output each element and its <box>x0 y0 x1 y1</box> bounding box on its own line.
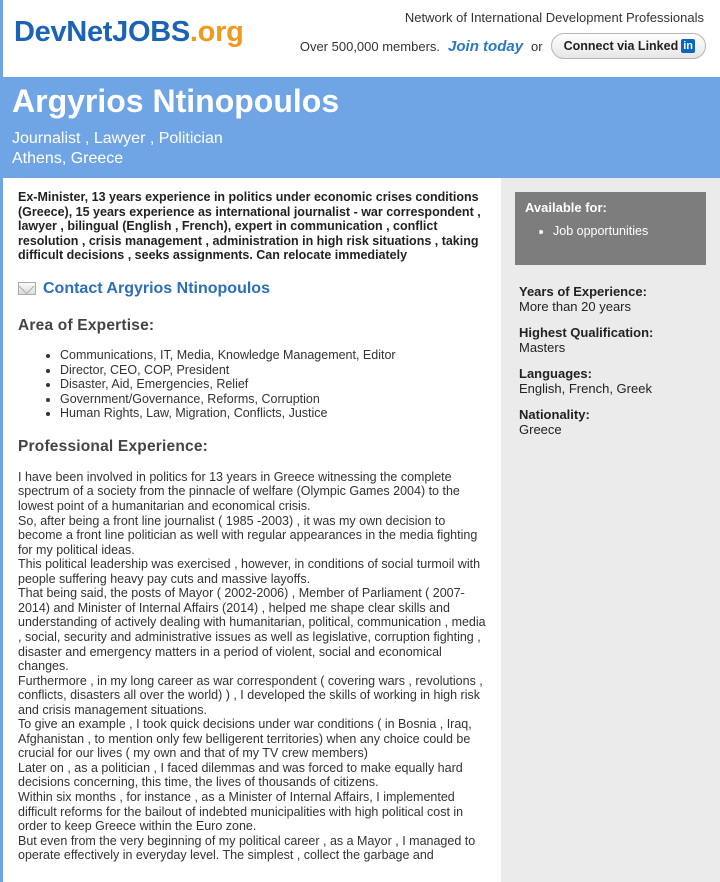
fact-years-experience <box>519 284 709 314</box>
profile-main-column <box>18 178 490 863</box>
profile-location: Athens, Greece <box>12 150 124 167</box>
list-item: • Job opportunities <box>553 224 648 238</box>
fact-value: Masters <box>519 340 566 355</box>
fact-value: More than 20 years <box>519 299 632 314</box>
expertise-heading: Area of Expertise: <box>18 316 155 334</box>
connect-linkedin-button[interactable] <box>551 33 706 59</box>
linkedin-icon: in <box>683 40 693 52</box>
connect-linkedin-label: Connect via Linked <box>563 39 679 53</box>
logo-part-jobs: JOBS <box>112 16 190 48</box>
list-item: • Human Rights, Law, Migration, Conflicts, Justice <box>60 406 490 421</box>
fact-value: Greece <box>519 422 562 437</box>
fact-highest-qualification <box>519 325 709 355</box>
experience-paragraph: That being said, the posts of Mayor ( 2002-2006) , Member of Parliament ( 2007-2014) and Minister of Internal Affairs (2014) , helped me shape clear skills and understanding of actively dealing with humanitarian, political, communication , media , social, security and administrative issues as well as legislative, corruption fighting , disaster and emergency matters in a period of violent, social and economical changes. <box>18 586 486 674</box>
experience-heading: Professional Experience: <box>18 437 209 455</box>
available-for-list <box>523 224 648 238</box>
experience-paragraph: I have been involved in politics for 13 years in Greece witnessing the complete spectrum of a society from the pinnacle of welfare (Olympic Games 2004) to the lowest point of a humanitarian and economical crisis. <box>18 469 460 514</box>
profile-summary: Ex-Minister, 13 years experience in politics under economic crises conditions (Greece), 15 years experience as international journalist - war correspondent , lawyer , bilingual (English , French), expert in communication , conflict resolution , crisis management , administration in high risk situations , taking difficult decisions , seeks assignments. Can relocate immediately <box>18 190 481 263</box>
expertise-list <box>18 348 490 421</box>
list-item: • Disaster, Aid, Emergencies, Relief <box>60 377 490 392</box>
experience-paragraph: So, after being a front line journalist ( 1985 -2003) , it was my own decision to become a front line politician as well with regular appearances in the media fighting for my political ideas. <box>18 513 478 557</box>
or-text: or <box>531 38 543 54</box>
fact-languages <box>519 366 709 396</box>
logo-part-org: .org <box>189 16 244 48</box>
experience-paragraph: This political leadership was exercised , however, in conditions of social turmoil with people suffering heavy pay cuts and massive layoffs. <box>18 557 481 586</box>
fact-label: Years of Experience: <box>519 284 647 299</box>
list-item: • Communications, IT, Media, Knowledge Management, Editor <box>60 348 490 363</box>
list-item: • Director, CEO, COP, President <box>60 363 490 378</box>
profile-name: Argyrios Ntinopoulos <box>12 83 340 119</box>
join-today-link[interactable]: Join today <box>448 37 524 55</box>
fact-nationality <box>519 407 709 437</box>
profile-facts <box>519 284 709 448</box>
contact-link[interactable]: Contact Argyrios Ntinopoulos <box>43 279 270 297</box>
profile-headline: Journalist , Lawyer , Politician <box>12 130 223 147</box>
experience-paragraph: Later on , as a politician , I faced dilemmas and was forced to make equally hard decisions concerning, this time, the lives of thousands of citizens. <box>18 760 463 790</box>
logo-part-devnet: DevNet <box>14 16 113 48</box>
experience-text <box>18 470 490 863</box>
list-item: • Government/Governance, Reforms, Corruption <box>60 392 490 407</box>
fact-label: Highest Qualification: <box>519 325 654 340</box>
contact-link-row[interactable] <box>18 279 490 299</box>
profile-sidebar <box>501 178 720 882</box>
fact-value: English, French, Greek <box>519 381 652 396</box>
envelope-icon <box>18 282 36 295</box>
available-for-box <box>515 192 706 265</box>
network-tagline: Network of International Development Professionals <box>404 10 704 25</box>
membership-row <box>300 33 706 59</box>
fact-label: Languages: <box>519 366 592 381</box>
devnetjobs-logo[interactable] <box>14 16 244 49</box>
experience-paragraph: Within six months , for instance , as a Minister of Internal Affairs, I implemented difficult reforms for the bailout of indebted municipalities with high political cost in order to keep Greece within the Euro zone. <box>18 789 464 834</box>
members-count-text: Over 500,000 members. <box>299 38 441 54</box>
fact-label: Nationality: <box>519 407 590 422</box>
experience-paragraph: But even from the very beginning of my political career , as a Mayor , I managed to operate effectively in everyday level. The simplest , collect the garbage and <box>18 833 476 863</box>
available-for-title: Available for: <box>525 200 607 215</box>
experience-paragraph: To give an example , I took quick decisions under war conditions ( in Bosnia , Iraq, Afghanistan , to mention only few belligerent territories) when any choice could be crucial for our lives ( my own and that of my TV crew members) <box>18 717 472 761</box>
experience-paragraph: Furthermore , in my long career as war correspondent ( covering wars , revolutions , conflicts, disasters all over the world) ) , I developed the skills of working in high risk and crisis management situations. <box>18 673 483 717</box>
profile-banner <box>0 77 720 178</box>
site-header <box>0 0 720 76</box>
